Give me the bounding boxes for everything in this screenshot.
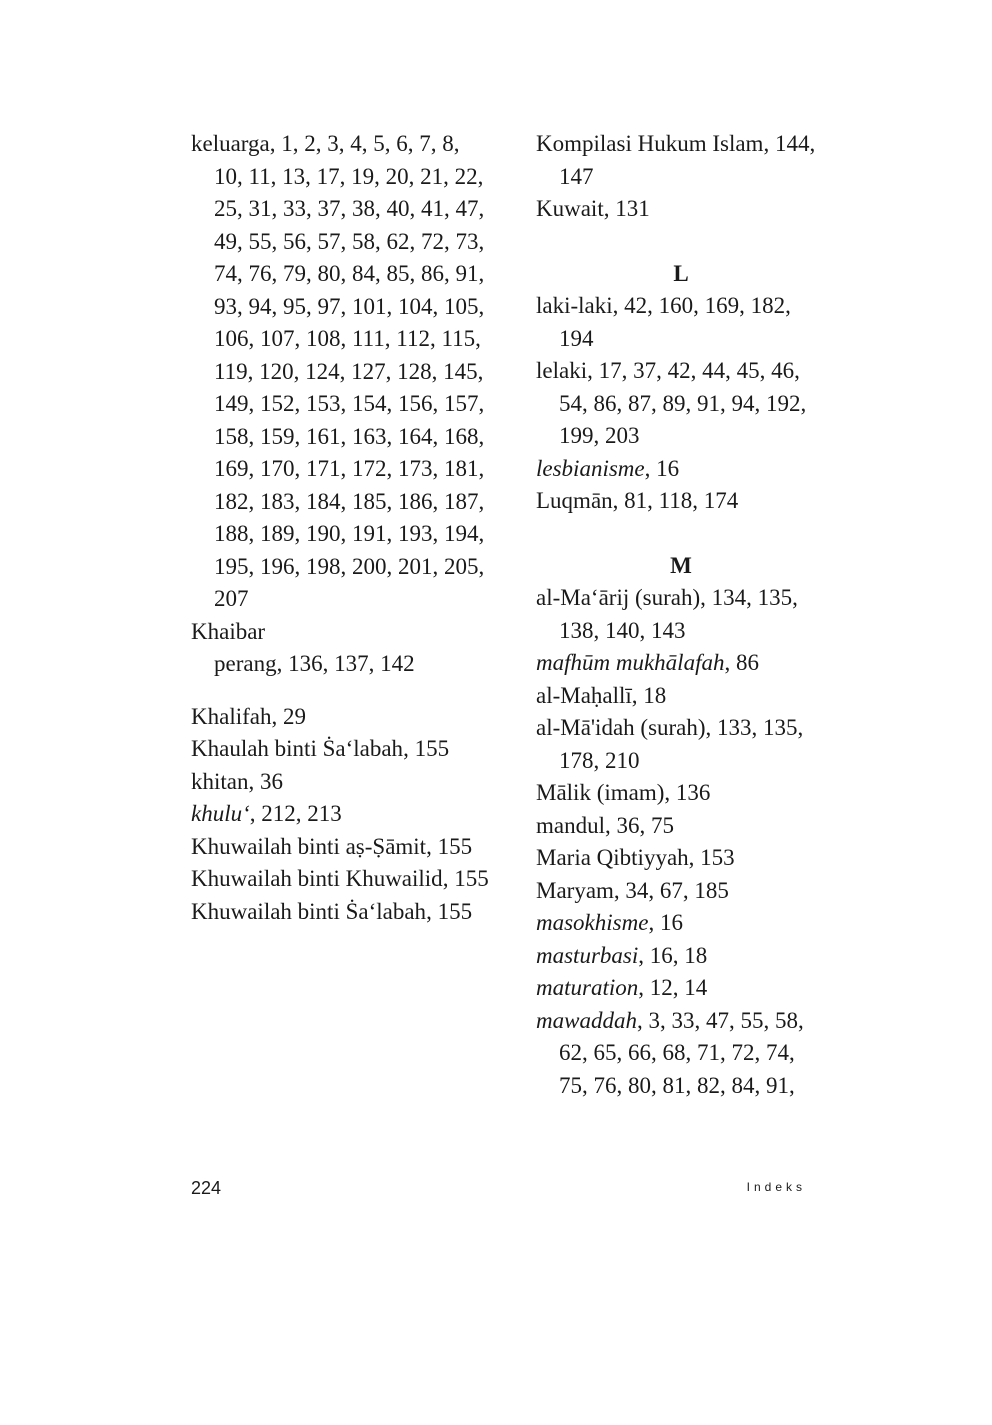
entry-spacer xyxy=(191,681,491,701)
index-entry-lelaki: lelaki, 17, 37, 42, 44, 45, 46, 54, 86, 87, 89, 91, 94, 192, 199, 203 xyxy=(536,358,807,448)
index-entry-laki-laki: laki-laki, 42, 160, 169, 182, 194 xyxy=(536,293,791,351)
index-entry-masokhisme: masokhisme, 16 xyxy=(536,910,683,935)
index-entry-malik: Mālik (imam), 136 xyxy=(536,780,711,805)
index-subentry-perang: perang, 136, 137, 142 xyxy=(214,651,415,676)
index-entry-khaibar: Khaibar xyxy=(191,618,266,644)
index-entry-mafhum: mafhūm mukhālafah, 86 xyxy=(536,650,759,675)
index-entry-khuwailah-salabah: Khuwailah binti Ṡa‘labah, 155 xyxy=(191,898,473,924)
index-entry-kuwait: Kuwait, 131 xyxy=(536,196,650,221)
index-entry-mawaddah: mawaddah, 3, 33, 47, 55, 58, 62, 65, 66, 68, 71, 72, 74, 75, 76, 80, 81, 82, 84, 91, xyxy=(536,1007,804,1098)
page-number: 224 xyxy=(191,1178,222,1198)
index-entry-khulu: khulu‘, 212, 213 xyxy=(191,801,342,826)
index-entry-kompilasi: Kompilasi Hukum Islam, 144, 147 xyxy=(536,131,816,189)
index-entry-maturation: maturation, 12, 14 xyxy=(536,975,708,1000)
section-spacer xyxy=(536,226,826,258)
index-entry-khuwailah-samit: Khuwailah binti aṣ-Ṣāmit, 155 xyxy=(191,833,473,859)
index-entry-khuwailah-khuwailid: Khuwailah binti Khuwailid, 155 xyxy=(191,866,489,891)
index-entry-khaulah: Khaulah binti Ṡa‘labah, 155 xyxy=(191,736,450,761)
index-entry-masturbasi: masturbasi, 16, 18 xyxy=(536,942,708,968)
index-entry-keluarga: keluarga, 1, 2, 3, 4, 5, 6, 7, 8, 10, 11, 13, 17, 19, 20, 21, 22, 25, 31, 33, 37, 38, 40, 41, 47, 49, 55, 56, 57, 58, 62, 72, 73, 74, 76, 79, 80, 84, 85, 86, 91, 93, 94, 95, 97, 101, 104, 105, 106, 107, 108, 111, 112, 115, 119, 120, 124, 127, 128, 145, 149, 152, 153, 154, 156, 157, 158, 159, 161, 163, 164, 168, 169, 170, 171, 172, 173, 181, 182, 183, 184, 185, 186, 187, 188, 189, 190, 191, 193, 194, 195, 196, 198, 200, 201, 205, 207 xyxy=(191,131,485,611)
index-entry-al-maidah: al-Mā'idah (surah), 133, 135, 178, 210 xyxy=(536,715,804,773)
index-entry-khalifah: Khalifah, 29 xyxy=(191,703,306,729)
section-letter-m: M xyxy=(670,552,692,578)
index-entry-maryam: Maryam, 34, 67, 185 xyxy=(536,877,729,903)
index-column-right xyxy=(536,128,826,1102)
index-entry-khitan: khitan, 36 xyxy=(191,768,283,794)
running-footer-title: Indeks xyxy=(746,1180,806,1194)
index-column-left xyxy=(191,128,491,928)
section-letter-l: L xyxy=(673,260,689,286)
section-spacer xyxy=(536,518,826,550)
index-entry-al-mahalli: al-Maḥallī, 18 xyxy=(536,682,667,708)
index-entry-al-maarij: al-Ma‘ārij (surah), 134, 135, 138, 140, 143 xyxy=(536,585,798,643)
index-entry-mandul: mandul, 36, 75 xyxy=(536,812,674,838)
index-entry-luqman: Luqmān, 81, 118, 174 xyxy=(536,488,739,513)
index-entry-lesbianisme: lesbianisme, 16 xyxy=(536,455,680,481)
index-entry-maria: Maria Qibtiyyah, 153 xyxy=(536,845,735,870)
